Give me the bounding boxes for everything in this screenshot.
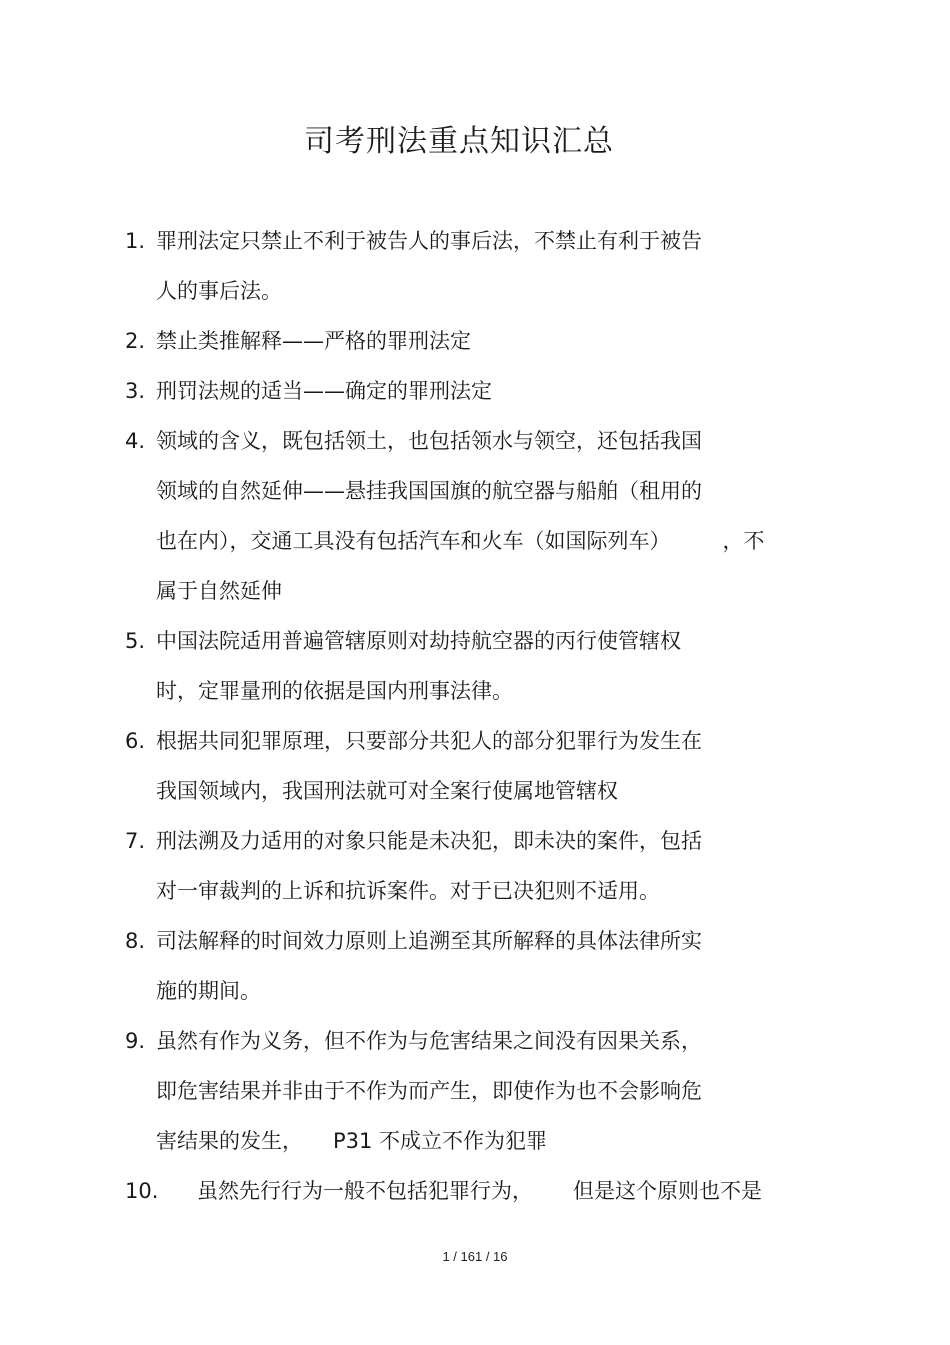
list-item xyxy=(125,916,845,1016)
item-text-segment: 虽然先行行为一般不包括犯罪行为， xyxy=(197,1179,533,1203)
list-item xyxy=(125,816,845,916)
item-number: 10. xyxy=(125,1179,159,1203)
item-number: 6. xyxy=(125,729,146,753)
item-text-line: 刑法溯及力适用的对象只能是未决犯，即未决的案件，包括 xyxy=(156,829,702,853)
list-item xyxy=(125,616,845,716)
item-text-line: 中国法院适用普遍管辖原则对劫持航空器的丙行使管辖权 xyxy=(156,629,681,653)
item-text-line: 领域的自然延伸——悬挂我国国旗的航空器与船舶（租用的 xyxy=(156,479,702,503)
item-number: 9. xyxy=(125,1029,146,1053)
list-item xyxy=(125,216,845,316)
list-item xyxy=(125,716,845,816)
item-number: 5. xyxy=(125,629,146,653)
item-text-segment: P31 不成立不作为犯罪 xyxy=(333,1129,548,1153)
item-text-segment: ，不 xyxy=(722,529,765,553)
item-text-line xyxy=(125,516,845,566)
item-text-line: 司法解释的时间效力原则上追溯至其所解释的具体法律所实 xyxy=(156,929,702,953)
item-text-line xyxy=(125,1116,845,1166)
item-text-line: 属于自然延伸 xyxy=(156,579,282,603)
item-number: 2. xyxy=(125,329,146,353)
list-item xyxy=(125,1166,845,1216)
item-text-line: 人的事后法。 xyxy=(156,279,282,303)
item-number: 3. xyxy=(125,379,146,403)
item-text-segment: 害结果的发生， xyxy=(156,1129,303,1153)
page-footer-number: 1 / 161 / 16 xyxy=(442,1249,508,1264)
item-text-line: 罪刑法定只禁止不利于被告人的事后法，不禁止有利于被告 xyxy=(156,229,702,253)
item-text-line: 领域的含义，既包括领土，也包括领水与领空，还包括我国 xyxy=(156,429,702,453)
item-text-line: 即危害结果并非由于不作为而产生，即使作为也不会影响危 xyxy=(156,1079,702,1103)
item-text-line: 对一审裁判的上诉和抗诉案件。对于已决犯则不适用。 xyxy=(156,879,660,903)
item-text-line: 虽然有作为义务，但不作为与危害结果之间没有因果关系， xyxy=(156,1029,702,1053)
list-item xyxy=(125,316,845,366)
item-text-line: 时，定罪量刑的依据是国内刑事法律。 xyxy=(156,679,513,703)
item-text-line: 我国领域内，我国刑法就可对全案行使属地管辖权 xyxy=(156,779,618,803)
item-number: 1. xyxy=(125,229,146,253)
item-number: 7. xyxy=(125,829,146,853)
item-text-line: 根据共同犯罪原理，只要部分共犯人的部分犯罪行为发生在 xyxy=(156,729,702,753)
item-number: 4. xyxy=(125,429,146,453)
list-item xyxy=(125,416,845,616)
item-text-segment: 也在内），交通工具没有包括汽车和火车（如国际列车） xyxy=(156,529,671,553)
item-text-line: 施的期间。 xyxy=(156,979,261,1003)
item-text-line: 禁止类推解释——严格的罪刑法定 xyxy=(156,329,471,353)
item-number: 8. xyxy=(125,929,146,953)
item-text-line: 刑罚法规的适当——确定的罪刑法定 xyxy=(156,379,492,403)
list-item xyxy=(125,1016,845,1166)
item-text-segment: 但是这个原则也不是 xyxy=(573,1179,762,1203)
list-item xyxy=(125,366,845,416)
page-title: 司考刑法重点知识汇总 xyxy=(304,124,614,159)
item-text-line xyxy=(125,1166,845,1216)
